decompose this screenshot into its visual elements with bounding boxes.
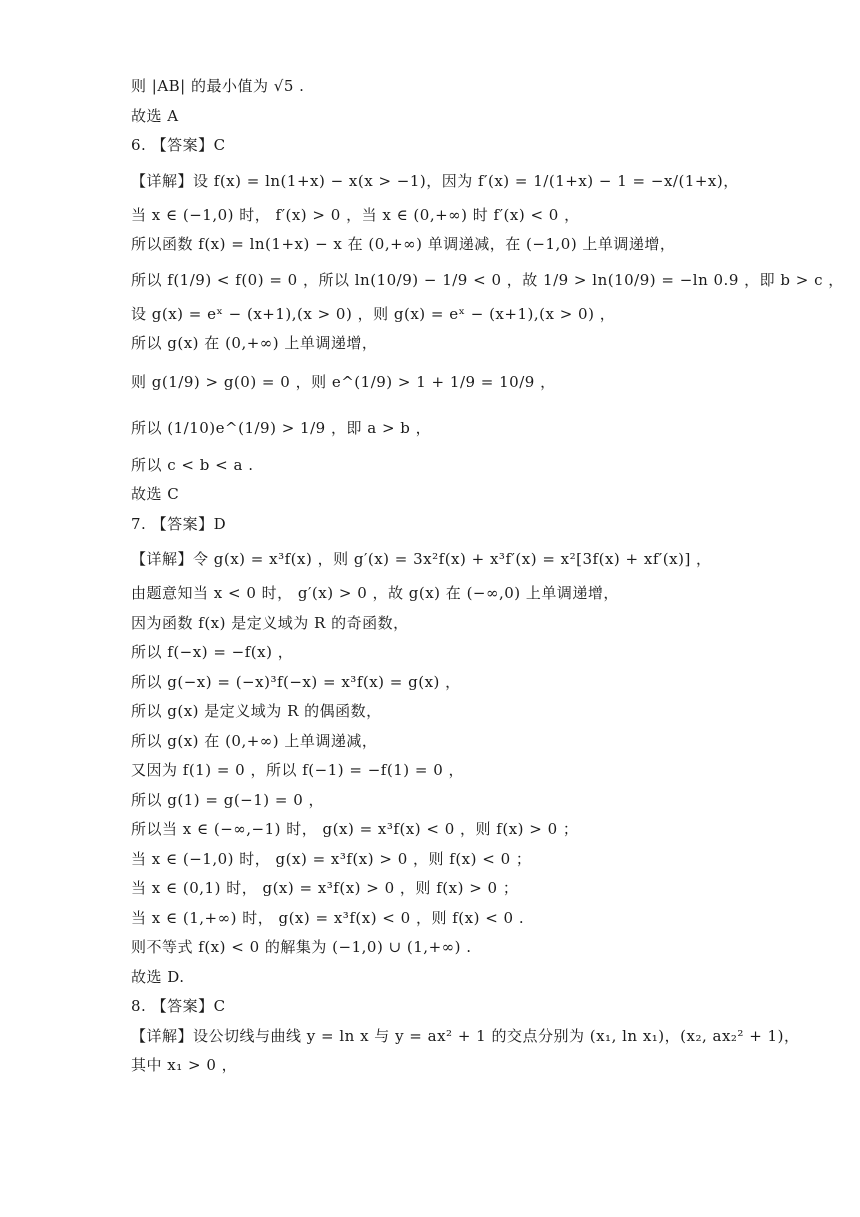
text-line: 所以 g(1) = g(−1) = 0 ， [131,790,325,809]
answer-heading: 7. 【答案】D [131,514,227,533]
solution-text [131,72,844,1081]
text-line: 则 g(1/9) > g(0) = 0 ，则 e^(1/9) > 1 + 1/9 = 10/9 ， [131,372,556,391]
text-line: 当 x ∈ (−1,0) 时， g(x) = x³f(x) > 0 ，则 f(x) < 0 ； [131,849,532,868]
text-line: 所以 f(−x) = −f(x) ， [131,643,294,661]
text-line: 所以当 x ∈ (−∞,−1) 时， g(x) = x³f(x) < 0 ，则 f(x) > 0 ； [131,820,579,838]
text-line: 当 x ∈ (−1,0) 时， f′(x) > 0 ，当 x ∈ (0,+∞) 时 f′(x) < 0 ， [131,205,580,224]
text-line: 设 g(x) = eˣ − (x+1),(x > 0) ，则 g(x) = eˣ − (x+1),(x > 0) ， [131,304,616,323]
text-line: 所以 g(x) 是定义域为 R 的偶函数， [131,702,382,720]
text-line: 【详解】设公切线与曲线 y = ln x 与 y = ax² + 1 的交点分别为 (x₁, ln x₁)，(x₂, ax₂² + 1)， [131,1026,800,1045]
text-line: 所以 (1/10)e^(1/9) > 1/9 ，即 a > b ， [131,418,432,437]
text-line: 【详解】令 g(x) = x³f(x) ，则 g′(x) = 3x²f(x) + x³f′(x) = x²[3f(x) + xf′(x)] ， [131,550,712,568]
text-line: 所以 f(1/9) < f(0) = 0 ，所以 ln(10/9) − 1/9 < 0 ，故 1/9 > ln(10/9) = −ln 0.9 ，即 b > c ， [131,270,844,289]
text-line: 由题意知当 x < 0 时， g′(x) > 0 ，故 g(x) 在 (−∞,0) 上单调递增， [131,584,619,602]
text-line: 当 x ∈ (1,+∞) 时， g(x) = x³f(x) < 0 ，则 f(x) < 0 . [131,908,525,927]
text-line: 【详解】设 f(x) = ln(1+x) − x(x > −1)，因为 f′(x) = 1/(1+x) − 1 = −x/(1+x)， [131,171,739,190]
text-line: 其中 x₁ > 0 ， [131,1056,238,1074]
answer-heading: 8. 【答案】C [131,997,226,1015]
text-line: 则 |AB| 的最小值为 √5 . [131,77,305,95]
text-line: 所以 g(x) 在 (0,+∞) 上单调递增， [131,334,378,352]
text-line: 所以 c < b < a . [131,455,254,474]
text-line: 所以 g(x) 在 (0,+∞) 上单调递减， [131,731,378,750]
text-line: 故选 A [131,106,179,125]
text-line: 故选 C [131,485,180,503]
text-line: 所以 g(−x) = (−x)³f(−x) = x³f(x) = g(x) ， [131,672,461,691]
text-line: 所以函数 f(x) = ln(1+x) − x 在 (0,+∞) 单调递减，在 (−1,0) 上单调递增， [131,235,676,253]
text-line: 则不等式 f(x) < 0 的解集为 (−1,0) ∪ (1,+∞) . [131,938,472,956]
text-line: 又因为 f(1) = 0 ，所以 f(−1) = −f(1) = 0 ， [131,761,465,779]
text-line: 因为函数 f(x) 是定义域为 R 的奇函数， [131,613,409,632]
text-line: 故选 D. [131,967,185,986]
text-line: 当 x ∈ (0,1) 时， g(x) = x³f(x) > 0 ，则 f(x) > 0 ； [131,879,519,897]
answer-heading: 6. 【答案】C [131,136,226,154]
